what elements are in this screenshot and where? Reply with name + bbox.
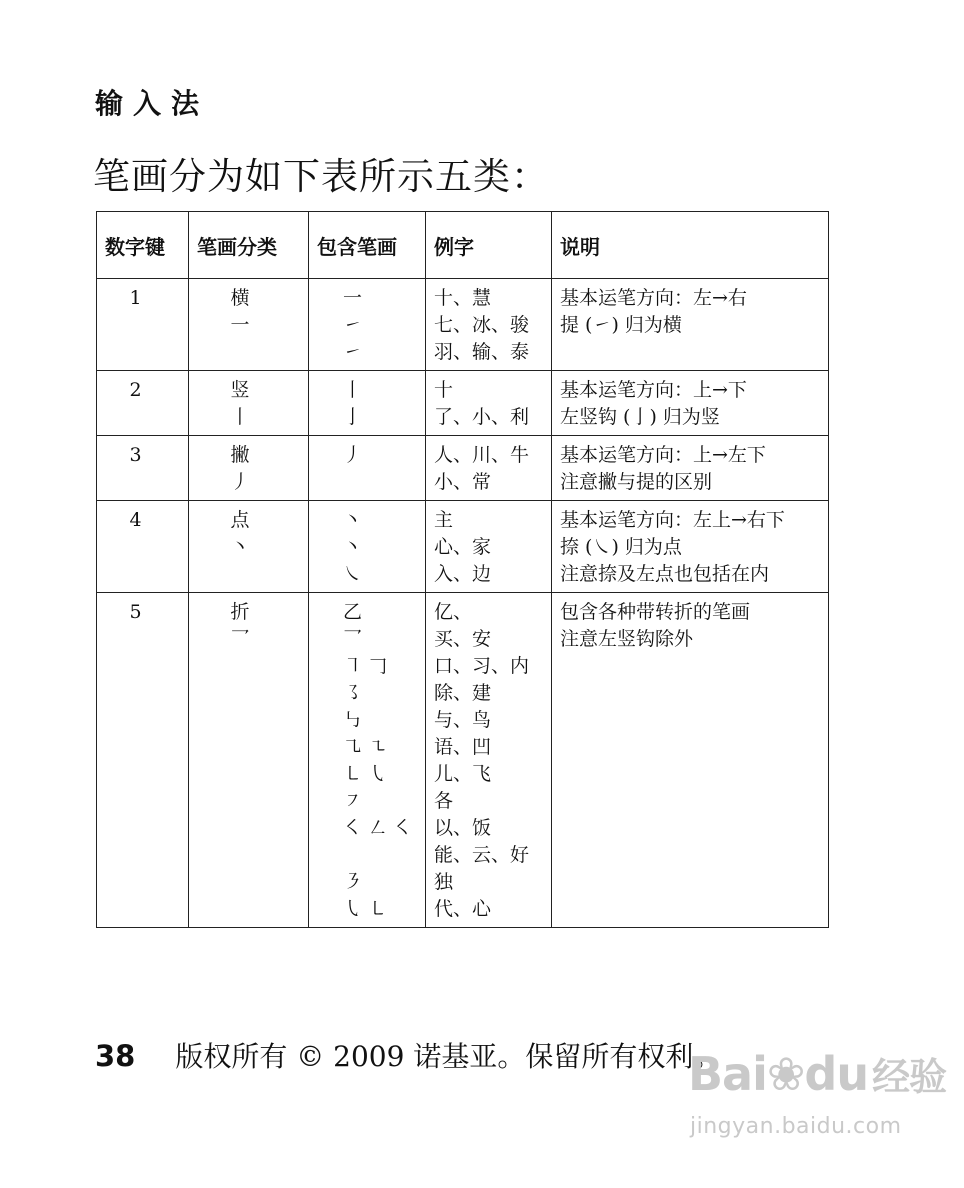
cell-category [189,501,309,593]
cell-key: 2 [97,371,189,436]
cell-key: 1 [97,279,189,371]
cell-examples-line: 主 [434,509,454,531]
cell-category [189,371,309,436]
cell-examples-line: 了、小、利 [434,406,530,428]
table-row [97,501,829,593]
cell-notes-line: 基本运笔方向：上→下 [560,379,747,401]
cell-examples-line: 七、冰、骏 [434,314,530,336]
cell-examples [426,593,552,928]
cell-key: 3 [97,436,189,501]
cell-category-line: 一 [230,314,250,336]
cell-strokes-line: ㇇ [343,790,363,812]
cell-category-line: 乛 [230,628,250,650]
cell-strokes-line: 丶 [343,509,363,531]
cell-notes-line: 基本运笔方向：上→左下 [560,444,766,466]
cell-notes-line: 基本运笔方向：左→右 [560,287,747,309]
cell-strokes-line: ㇂ ㇄ [343,898,388,920]
cell-examples-line: 以、饭 [434,817,492,839]
cell-examples [426,501,552,593]
cell-notes-line: 提 (㇀) 归为横 [560,314,682,336]
page-number: 38 [95,1039,136,1073]
cell-category-line: 丨 [230,406,250,428]
cell-category-line: 竖 [230,379,250,401]
baidu-jingyan-watermark [688,1046,947,1156]
cell-category [189,593,309,928]
cell-examples-line: 小、常 [434,471,492,493]
cell-category-line: 丿 [230,471,250,493]
header-category: 笔画分类 [189,212,309,279]
cell-category [189,279,309,371]
cell-strokes-line: ㇈ ㇍ [343,736,388,758]
cell-strokes-line [343,842,417,869]
header-notes: 说明 [552,212,829,279]
table-row [97,371,829,436]
table-row [97,593,829,928]
cell-examples-line: 除、建 [434,682,492,704]
cell-examples [426,371,552,436]
cell-strokes-line: 丿 [343,444,363,466]
cell-notes-line: 注意捺及左点也包括在内 [560,563,770,585]
cell-strokes-line: ㇕ 𠃌 [343,655,388,677]
table-header-row [97,212,829,279]
cell-strokes-line: 亅 [343,406,363,428]
cell-strokes-line: ㇋ [343,871,363,893]
cell-examples-line: 独 [434,871,454,893]
cell-strokes-line: ㇄ ㇂ [343,763,388,785]
paw-icon: ❀ [766,1047,805,1101]
cell-strokes-line: 一 [343,287,363,309]
cell-strokes-line: 乙 [343,601,363,623]
cell-examples [426,436,552,501]
cell-category [189,436,309,501]
cell-examples-line: 能、云、好 [434,844,530,866]
cell-key: 4 [97,501,189,593]
table-row [97,279,829,371]
section-title: 输入法 [95,87,210,120]
cell-category-line: 丶 [230,536,250,558]
cell-key: 5 [97,593,189,928]
cell-examples-line: 买、安 [434,628,492,650]
cell-examples-line: 入、边 [434,563,492,585]
cell-notes-line: 左竖钩 (亅) 归为竖 [560,406,720,428]
cell-strokes-line: ㇏ [343,563,363,585]
cell-notes-line: 捺 (㇏) 归为点 [560,536,682,558]
cell-category-line: 横 [230,287,250,309]
cell-category-line: 撇 [230,444,250,466]
cell-notes [552,593,829,928]
cell-strokes-line: 丶 [343,536,363,558]
cell-strokes-line: 丨 [343,379,363,401]
cell-notes-line: 包含各种带转折的笔画 [560,601,751,623]
table-row [97,436,829,501]
cell-notes [552,371,829,436]
intro-text: 笔画分为如下表所示五类： [93,155,549,198]
cell-strokes-line: ㇀ [343,341,363,363]
cell-examples-line: 十 [434,379,454,401]
header-examples: 例字 [426,212,552,279]
cell-strokes-line: ㇀ [343,314,363,336]
cell-strokes-line: ㇌ [343,682,363,704]
cell-notes-line: 基本运笔方向：左上→右下 [560,509,785,531]
cell-examples [426,279,552,371]
cell-examples-line: 与、鸟 [434,709,492,731]
cell-examples-line: 代、心 [434,898,492,920]
cell-category-line: 折 [230,601,250,623]
cell-notes [552,501,829,593]
header-strokes: 包含笔画 [309,212,426,279]
cell-notes [552,279,829,371]
cell-notes [552,436,829,501]
cell-examples-line: 亿、 [434,601,473,623]
stroke-table [96,211,829,928]
cell-notes-line: 注意撇与提的区别 [560,471,713,493]
watermark-url: jingyan.baidu.com [690,1114,902,1139]
footer [95,1035,721,1075]
copyright-text: 版权所有 © 2009 诺基亚。保留所有权利。 [175,1040,722,1073]
cell-examples-line: 儿、飞 [434,763,492,785]
cell-strokes-line: ㇉ [343,709,363,731]
cell-examples-line: 人、川、牛 [434,444,530,466]
cell-strokes [309,371,426,436]
cell-strokes [309,436,426,501]
cell-examples-line: 十、慧 [434,287,492,309]
watermark-logo: Bai❀du 经验 [688,1047,947,1101]
cell-examples-line: 心、家 [434,536,492,558]
cell-strokes [309,593,426,928]
cell-strokes [309,279,426,371]
cell-examples-line: 语、凹 [434,736,492,758]
cell-examples-line: 口、习、内 [434,655,530,677]
cell-examples-line: 羽、输、泰 [434,341,530,363]
cell-strokes-line: 乛 [343,628,363,650]
cell-examples-line: 各 [434,790,454,812]
cell-category-line: 点 [230,509,250,531]
cell-notes-line: 注意左竖钩除外 [560,628,694,650]
cell-strokes-line: ㇛ ㇜ ㇛ [343,817,413,839]
cell-strokes [309,501,426,593]
header-key: 数字键 [97,212,189,279]
